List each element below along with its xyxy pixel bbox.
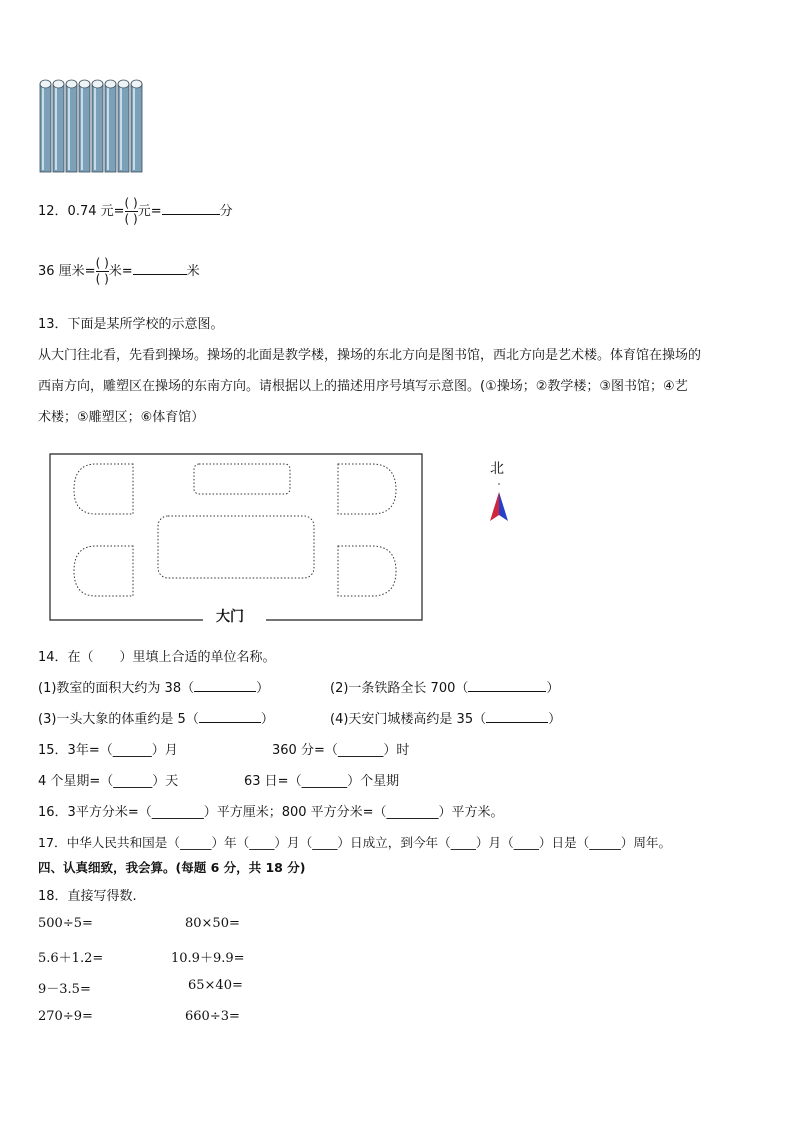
rod-body bbox=[105, 84, 116, 172]
q12-fraction-2: $\frac{( )}{( )}$ bbox=[95, 256, 109, 286]
q18-r4b: 660÷3= bbox=[185, 1009, 240, 1024]
q16: 16．3平方分米=（________）平方厘米；800 平方分米=（________）平方米。 bbox=[38, 805, 504, 820]
rod-body bbox=[92, 84, 103, 172]
q12-line1: 12．0.74 元= $\frac{( )}{( )}$ 元= 分 bbox=[38, 196, 233, 226]
q17: 17．中华人民共和国是（_____）年（____）月（____）日成立，到今年（____）月（____）日是（_____）周年。 bbox=[38, 835, 672, 850]
rod-highlight bbox=[107, 86, 109, 170]
q12-line2: 36 厘米= $\frac{( )}{( )}$ 米= 米 bbox=[38, 256, 200, 286]
map-slot-north bbox=[194, 464, 290, 494]
rod-top bbox=[131, 80, 142, 88]
rod-top bbox=[66, 80, 77, 88]
section-4-heading: 四、认真细致，我会算。(每题 6 分，共 18 分) bbox=[38, 860, 306, 875]
rod-body bbox=[53, 84, 64, 172]
rod-highlight bbox=[68, 86, 70, 170]
q14-item1: (1)教室的面积大约为 38（ ） bbox=[38, 681, 270, 696]
q14-title: 14．在（ ）里填上合适的单位名称。 bbox=[38, 650, 276, 665]
q18-r1b: 80×50= bbox=[185, 916, 240, 931]
rod-top bbox=[92, 80, 103, 88]
map-slot-center bbox=[158, 516, 314, 578]
rods-illustration bbox=[36, 76, 156, 176]
q15-c: 4 个星期=（______）天 bbox=[38, 774, 179, 789]
rod-top bbox=[79, 80, 90, 88]
map-slot-northwest bbox=[74, 464, 133, 514]
north-arrow-icon bbox=[486, 480, 512, 524]
rod-highlight bbox=[133, 86, 135, 170]
rod-highlight bbox=[42, 86, 44, 170]
rod-body bbox=[131, 84, 142, 172]
q15-d: 63 日=（_______）个星期 bbox=[244, 774, 400, 789]
rod-body bbox=[118, 84, 129, 172]
rod-highlight bbox=[81, 86, 83, 170]
q18-r2a: 5.6＋1.2= bbox=[38, 951, 104, 966]
rod-top bbox=[40, 80, 51, 88]
map-slot-southeast bbox=[338, 546, 396, 596]
q18-r3a: 9－3.5= bbox=[38, 982, 91, 997]
q14-blank-4[interactable] bbox=[486, 722, 548, 723]
q14-item3: (3)一头大象的体重约是 5（ ） bbox=[38, 712, 274, 727]
map-wall bbox=[50, 454, 422, 620]
school-map bbox=[48, 452, 426, 624]
map-slot-northeast bbox=[338, 464, 396, 514]
q14-blank-2[interactable] bbox=[468, 691, 546, 692]
rod-body bbox=[79, 84, 90, 172]
rod-highlight bbox=[94, 86, 96, 170]
north-label: 北 bbox=[490, 461, 504, 477]
q13-desc-line1: 从大门往北看，先看到操场。操场的北面是教学楼，操场的东北方向是图书馆，西北方向是艺术楼。体育馆在操场的 bbox=[38, 348, 702, 363]
q13-title: 13．下面是某所学校的示意图。 bbox=[38, 317, 224, 332]
q12-blank-1[interactable] bbox=[162, 214, 220, 215]
q13-desc-line2: 西南方向，雕塑区在操场的东南方向。请根据以上的描述用序号填写示意图。(①操场；②教学楼；③图书馆；④艺 bbox=[38, 379, 688, 394]
q14-item4: (4)天安门城楼高约是 35（ ） bbox=[330, 712, 562, 727]
q12-fraction-1: $\frac{( )}{( )}$ bbox=[124, 196, 138, 226]
q13-desc-line3: 术楼；⑤雕塑区；⑥体育馆） bbox=[38, 410, 205, 425]
q15-b: 360 分=（_______）时 bbox=[272, 743, 410, 758]
q14-blank-1[interactable] bbox=[194, 691, 256, 692]
rod-top bbox=[53, 80, 64, 88]
q18-r1a: 500÷5= bbox=[38, 916, 93, 931]
map-slot-southwest bbox=[74, 546, 133, 596]
rod-body bbox=[40, 84, 51, 172]
q15-a: 15．3年=（______）月 bbox=[38, 743, 178, 758]
q18-title: 18．直接写得数. bbox=[38, 889, 137, 904]
rod-top bbox=[118, 80, 129, 88]
q14-blank-3[interactable] bbox=[199, 722, 261, 723]
gate-label: 大门 bbox=[216, 609, 244, 625]
q14-item2: (2)一条铁路全长 700（ ） bbox=[330, 681, 560, 696]
q18-r3b: 65×40= bbox=[188, 978, 243, 993]
rod-top bbox=[105, 80, 116, 88]
rod-highlight bbox=[55, 86, 57, 170]
rod-highlight bbox=[120, 86, 122, 170]
q12-blank-2[interactable] bbox=[133, 274, 187, 275]
q18-r4a: 270÷9= bbox=[38, 1009, 93, 1024]
q18-r2b: 10.9＋9.9= bbox=[171, 951, 245, 966]
rod-body bbox=[66, 84, 77, 172]
